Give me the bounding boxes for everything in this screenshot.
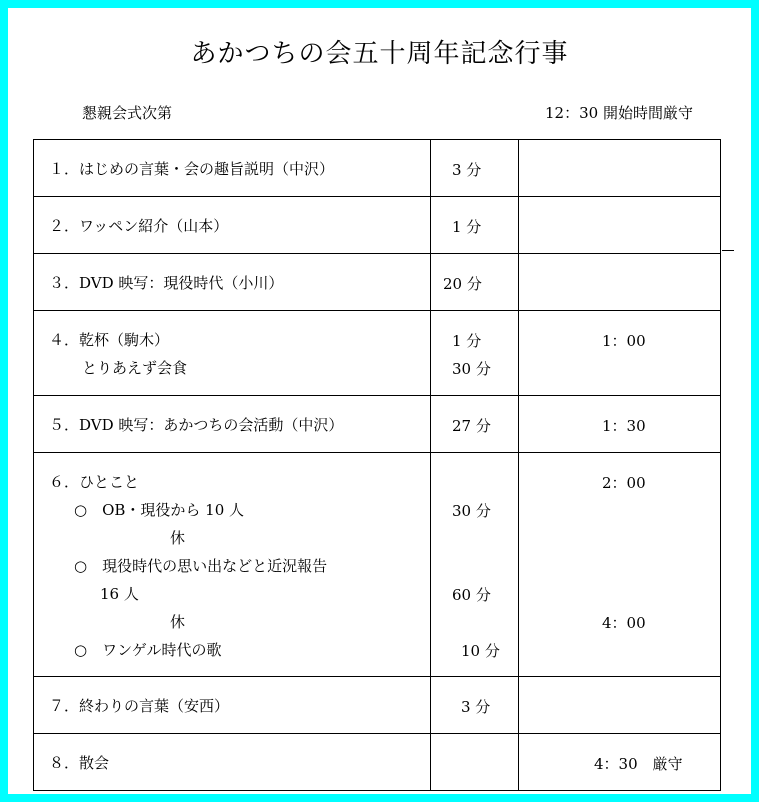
item-text: ４．乾杯（駒木） <box>49 331 170 349</box>
item-cell <box>34 254 431 311</box>
time-cell <box>519 734 721 791</box>
table-row <box>34 311 721 396</box>
item-text: 休 <box>170 529 186 547</box>
table-row <box>34 453 721 677</box>
item-text: ○ ワンゲル時代の歌 <box>74 641 222 659</box>
duration-cell <box>431 677 519 734</box>
duration-cell <box>431 254 519 311</box>
time-cell <box>519 677 721 734</box>
time-cell <box>519 396 721 453</box>
duration-text: 27 分 <box>452 417 491 435</box>
item-text: とりあえず会食 <box>82 359 188 377</box>
time-cell <box>519 197 721 254</box>
table-row <box>34 677 721 734</box>
item-cell <box>34 453 431 677</box>
duration-text: 60 分 <box>452 586 491 604</box>
program-table <box>33 139 721 791</box>
table-row <box>34 254 721 311</box>
time-cell <box>519 254 721 311</box>
item-text: ７．終わりの言葉（安西） <box>49 697 230 715</box>
item-text: １．はじめの言葉・会の趣旨説明（中沢） <box>49 160 335 178</box>
table-row <box>34 396 721 453</box>
item-text: ６．ひとこと <box>49 473 140 491</box>
item-text: 16 人 <box>100 585 139 603</box>
item-text: ５．DVD 映写：あかつちの会活動（中沢） <box>49 416 344 434</box>
time-text: 1：30 <box>602 417 646 435</box>
start-time-note: 12：30 開始時間厳守 <box>545 104 693 122</box>
item-text: ○ OB・現役から 10 人 <box>74 501 245 519</box>
duration-text: 30 分 <box>452 360 491 378</box>
time-cell <box>519 140 721 197</box>
duration-cell <box>431 197 519 254</box>
document-title: あかつちの会五十周年記念行事 <box>190 39 569 69</box>
duration-text: 1 分 <box>452 332 482 350</box>
table-row <box>34 140 721 197</box>
duration-cell <box>431 734 519 791</box>
time-cell <box>519 453 721 677</box>
duration-text: 3 分 <box>452 161 482 179</box>
item-cell <box>34 197 431 254</box>
duration-text: 3 分 <box>461 698 491 716</box>
duration-text: 20 分 <box>443 275 482 293</box>
item-text: ８．散会 <box>49 754 110 772</box>
time-text: 4：00 <box>602 614 646 632</box>
item-text: 休 <box>170 613 186 631</box>
item-text: ２．ワッペン紹介（山本） <box>49 217 229 235</box>
item-text: ○ 現役時代の思い出などと近況報告 <box>74 557 328 575</box>
duration-text: 1 分 <box>452 218 482 236</box>
item-cell <box>34 311 431 396</box>
time-cell <box>519 311 721 396</box>
duration-cell <box>431 396 519 453</box>
duration-cell <box>431 453 519 677</box>
table-row <box>34 197 721 254</box>
item-cell <box>34 734 431 791</box>
duration-text: 10 分 <box>461 642 500 660</box>
divider-line <box>722 250 734 251</box>
item-cell <box>34 677 431 734</box>
item-cell <box>34 396 431 453</box>
duration-cell <box>431 311 519 396</box>
item-text: ３．DVD 映写：現役時代（小川） <box>49 274 284 292</box>
table-row <box>34 734 721 791</box>
duration-cell <box>431 140 519 197</box>
time-text: 4：30 厳守 <box>594 755 683 773</box>
time-text: 1：00 <box>602 332 646 350</box>
item-cell <box>34 140 431 197</box>
program-heading: 懇親会式次第 <box>82 104 173 122</box>
duration-text: 30 分 <box>452 502 491 520</box>
time-text: 2：00 <box>602 474 646 492</box>
